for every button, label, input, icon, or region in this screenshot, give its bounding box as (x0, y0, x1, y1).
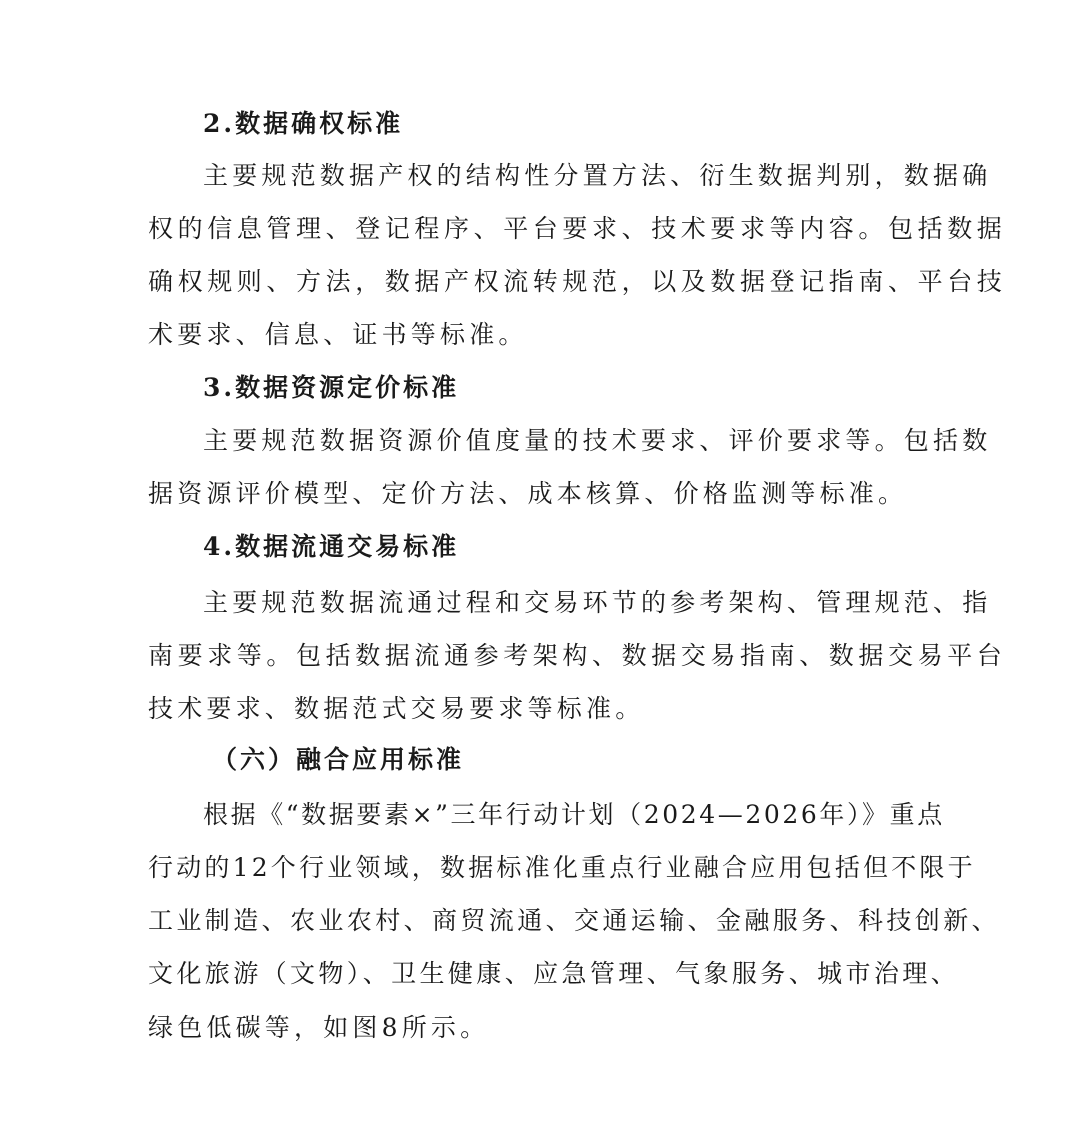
section-heading: 2.数据确权标准 (203, 109, 404, 138)
paragraph-line: 技术要求、数据范式交易要求等标准。 (148, 694, 645, 723)
section-heading: （六）融合应用标准 (212, 745, 465, 774)
paragraph-line: 据资源评价模型、定价方法、成本核算、价格监测等标准。 (148, 479, 908, 508)
paragraph-line: 南要求等。包括数据流通参考架构、数据交易指南、数据交易平台 (148, 641, 1007, 670)
section-heading: 3.数据资源定价标准 (203, 373, 460, 402)
paragraph-line: 主要规范数据产权的结构性分置方法、衍生数据判别，数据确 (203, 161, 992, 190)
paragraph-line: 工业制造、农业农村、商贸流通、交通运输、金融服务、科技创新、 (148, 906, 1001, 935)
paragraph-line: 主要规范数据资源价值度量的技术要求、评价要求等。包括数 (203, 426, 992, 455)
paragraph-line: 文化旅游（文物）、卫生健康、应急管理、气象服务、城市治理、 (148, 959, 960, 988)
paragraph-line: 绿色低碳等，如图8所示。 (148, 1013, 490, 1042)
paragraph-line: 根据《“数据要素×”三年行动计划（2024—2026年）》重点 (203, 800, 945, 829)
paragraph-line: 权的信息管理、登记程序、平台要求、技术要求等内容。包括数据 (148, 214, 1007, 243)
section-heading: 4.数据流通交易标准 (203, 532, 460, 561)
paragraph-line: 主要规范数据流通过程和交易环节的参考架构、管理规范、指 (203, 588, 992, 617)
paragraph-line: 术要求、信息、证书等标准。 (148, 320, 528, 349)
paragraph-line: 行动的12个行业领域，数据标准化重点行业融合应用包括但不限于 (148, 853, 976, 882)
paragraph-line: 确权规则、方法，数据产权流转规范，以及数据登记指南、平台技 (148, 267, 1007, 296)
